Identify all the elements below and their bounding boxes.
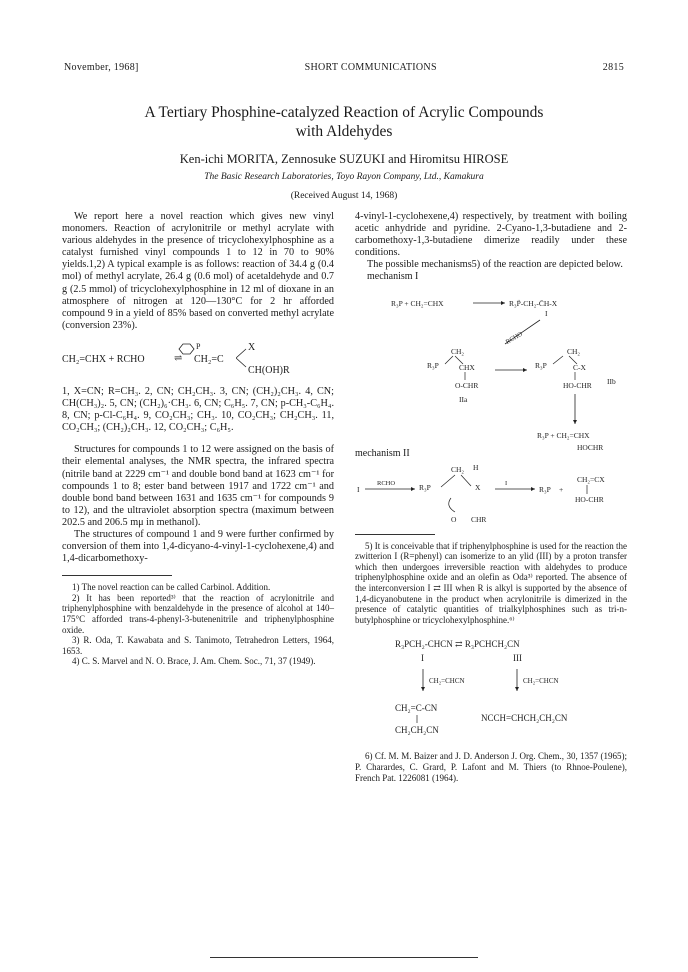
bond <box>553 356 563 364</box>
mechanism-2-label: mechanism II <box>355 447 410 459</box>
paragraph: We report here a novel reaction which gives new vinyl monomers. Reaction of acrylonitrile or methyl acrylate with various aldehydes in the presence of tricyclohexylphosphine as a catalyst furnished vinyl compounds 1 to 12 in 70 to 90% yields.1,2) A typical example is as follows: reaction of 34.4 g (0.4 mol) of methyl acrylate, 26.4 g (0.6 mol) of acetaldehyde and 0.7 g (2.5 mmol) of tricyclohexylphosphine in 12 ml of dioxane in an atmosphere of nitrogen at 120—130°C for 2 hr afforded compound 9 in a yield of 85% based on converted methyl acrylate (conversion 23%). <box>62 211 334 331</box>
m2-o: O <box>451 514 457 524</box>
footnote: 6) Cf. M. M. Baizer and J. D. Anderson J. Org. Chem., 30, 1357 (1965); P. Charardes, C. Grard, P. Lafont and M. Thiers (to Rhnoe-Poulene), French Pat. 1226081 (1964). <box>355 751 627 783</box>
eq-product: CH₂=C <box>194 353 224 365</box>
label-i: I <box>545 308 548 318</box>
affiliation: The Basic Research Laboratories, Toyo Rayon Company, Ltd., Kamakura <box>204 172 484 182</box>
footnotes <box>62 582 334 667</box>
m2-h: H <box>473 462 479 472</box>
m2-arrow-i: I <box>505 479 508 487</box>
mechanism-ii-scheme <box>355 460 627 530</box>
footnotes <box>355 751 627 783</box>
arrowhead <box>523 368 527 372</box>
curved-arrow <box>449 498 455 512</box>
eq-choh: CH(OH)R <box>248 364 290 376</box>
ylid-iii: III <box>513 653 522 664</box>
equilibrium-arrow: ⇌ <box>174 352 183 364</box>
m2-ch2cx: CH₂=CX <box>577 474 605 484</box>
arrowhead <box>515 687 519 691</box>
iia-r3p: R₃P <box>427 360 439 370</box>
header-date: November, 1968] <box>64 62 139 73</box>
header-page: 2815 <box>602 62 624 73</box>
bond <box>461 475 471 486</box>
m2-ch2: CH₂ <box>451 464 465 474</box>
iib-r3p: R₃P <box>535 360 547 370</box>
paragraph: The possible mechanisms5) of the reaction are depicted below. <box>367 259 623 271</box>
eq-catalyst-p: P <box>196 341 201 351</box>
bond <box>441 475 455 487</box>
footnote: 4) C. S. Marvel and N. O. Brace, J. Am. Chem. Soc., 71, 37 (1949). <box>72 656 316 667</box>
iia-chx: CHX <box>459 362 475 372</box>
bottom-rule <box>210 957 478 958</box>
dimer-1b: CH₂CH₂CN <box>395 725 439 736</box>
bond <box>445 356 453 364</box>
m2-chr: CHR <box>471 514 487 524</box>
iib-ch2: CH₂ <box>567 346 581 356</box>
paper-title <box>60 103 628 141</box>
m2-hochr: HO-CHR <box>575 494 604 504</box>
received-date: (Received August 14, 1968) <box>290 191 398 201</box>
mechanism-1-label: mechanism I <box>367 271 419 283</box>
footnote: 5) It is conceivable that if triphenylphosphine is used for the reaction the zwitterion I (R=phenyl) can isomerize to an ylid (III) by a proton transfer which then undergoes irreversible reaction with aldehydes to produce triphenylphosphine oxide and an olefin as Oda³⁾ reported. The absence of the interconversion I ⇄ III when R is alkyl is supported by the absence of 1,4-dicyanobutene in the product when acrylonitrile is dimerized in the presence of catalytic quantities of trialkylphosphines such as tri-n-butylphosphine or tricyclohexylphosphine.⁶⁾ <box>355 540 627 625</box>
scheme-reactants: R₃P + CH₂=CHX <box>391 298 444 308</box>
acn-reagent-1: CH₂=CHCN <box>429 677 465 686</box>
arrowhead <box>411 487 415 491</box>
footnote: 1) The novel reaction can be called Carbinol. Addition. <box>72 582 271 593</box>
header-section: SHORT COMMUNICATIONS <box>304 62 437 73</box>
footnote: 3) R. Oda, T. Kawabata and S. Tanimoto, Tetrahedron Letters, 1964, 1653. <box>62 635 334 656</box>
footnote-rule <box>62 575 172 576</box>
footnote-rule <box>355 534 435 535</box>
dimer-2: NCCH=CHCH₂CH₂CN <box>481 713 568 724</box>
footnotes <box>355 541 627 626</box>
dimer-1: CH₂=C-CN <box>395 703 438 714</box>
m2-r3p: R₃P <box>419 482 431 492</box>
paragraph: Structures for compounds 1 to 12 were assigned on the basis of their elemental analyses, the NMR spectra, the infrared spectra (nitrile band at 2229 cm⁻¹ and double bond band at 1623 cm⁻¹ for compounds 1 to 8; ester band between 1917 and 1722 cm⁻¹ and double bond band between 1631 and 1635 cm⁻¹ for compounds 9 to 12), and the ultraviolet absorption spectra (maximum between 202.5 and 206.5 mμ in methanol). <box>62 444 334 528</box>
acn-reagent-2: CH₂=CHCN <box>523 677 559 686</box>
ylid-equilibrium: R₃PCH₂-CHCN ⇄ R₃PCHCH₂CN <box>395 639 520 650</box>
arrowhead <box>531 487 535 491</box>
m2-r3p-product: R₃P <box>539 484 551 494</box>
paragraph: 4-vinyl-1-cyclohexene,4) respectively, by treatment with boiling acetic anhydride and pyridine. 2-Cyano-1,3-butadiene and 2-carbomethoxy-1,3-butadiene dimerize readily under these conditions. <box>355 211 627 259</box>
mechanism-scheme <box>355 284 627 474</box>
label-iib: IIb <box>607 376 616 386</box>
plus-sign: + <box>559 484 564 494</box>
product-hochr: HOCHR <box>577 442 604 452</box>
authors: Ken-ichi MORITA, Zennosuke SUZUKI and Hiromitsu HIROSE <box>179 152 509 166</box>
arrowhead <box>573 420 577 424</box>
title-line-2: with Aldehydes <box>295 123 393 140</box>
eq-x: X <box>248 341 256 353</box>
label-iia: IIa <box>459 394 468 404</box>
product-regenerated: R₃P + CH₂=CHX <box>537 430 590 440</box>
title-line-1: A Tertiary Phosphine-catalyzed Reaction of Acrylic Compounds <box>144 104 544 121</box>
running-header <box>64 62 624 76</box>
iia-ochr: O-CHR <box>455 380 479 390</box>
left-column <box>62 211 334 667</box>
paragraph: The structures of compound 1 and 9 were further confirmed by conversion of them into 1,4-dicyano-4-vinyl-1-cyclohexene,4) and 1,4-dicarbomethoxy- <box>62 528 334 565</box>
m2-x: X <box>475 482 481 492</box>
arrowhead <box>421 687 425 691</box>
compound-list: 1, X=CN; R=CH₃. 2, CN; CH₂CH₃. 3, CN; (CH₂)₂CH₃. 4, CN; CH(CH₃)₂. 5, CN; (CH₂)₆·CH₃. 6, CN; C₆H₅. 7, CN; p-CH₃-C₆H₄. 8, CN; p-Cl-C₆H₄. 9, CO₂CH₃; CH₃. 10, CO₂CH₃; CH₂CH₃. 11, CO₂CH₃; (CH₂)₂CH₃. 12, CO₂CH₃; C₆H₅. <box>62 385 334 434</box>
iib-cx: C-X <box>573 362 586 372</box>
zwitterion-i: R₃P̈-CH₂-C̄H-X <box>509 298 558 308</box>
iib-hochr: HO-CHR <box>563 380 592 390</box>
dimerization-scheme <box>355 631 627 751</box>
reaction-equation <box>62 340 334 380</box>
ylid-i: I <box>421 653 424 664</box>
iia-ch2: CH₂ <box>451 346 465 356</box>
m2-i: I <box>357 484 360 494</box>
m2-rcho: RCHO <box>377 479 396 487</box>
arrowhead <box>501 301 505 305</box>
footnote: 2) It has been reported³⁾ that the reaction of acrylonitrile and triphenylphosphine with benzaldehyde in the presence of alcohol at 140–175°C afforded trans-4-phenyl-3-butenenitrile and triphenylphosphine oxide. <box>62 592 334 635</box>
right-column <box>355 211 627 783</box>
rcho-label: RCHO <box>504 330 524 346</box>
eq-reactants: CH₂=CHX + RCHO <box>62 353 145 365</box>
